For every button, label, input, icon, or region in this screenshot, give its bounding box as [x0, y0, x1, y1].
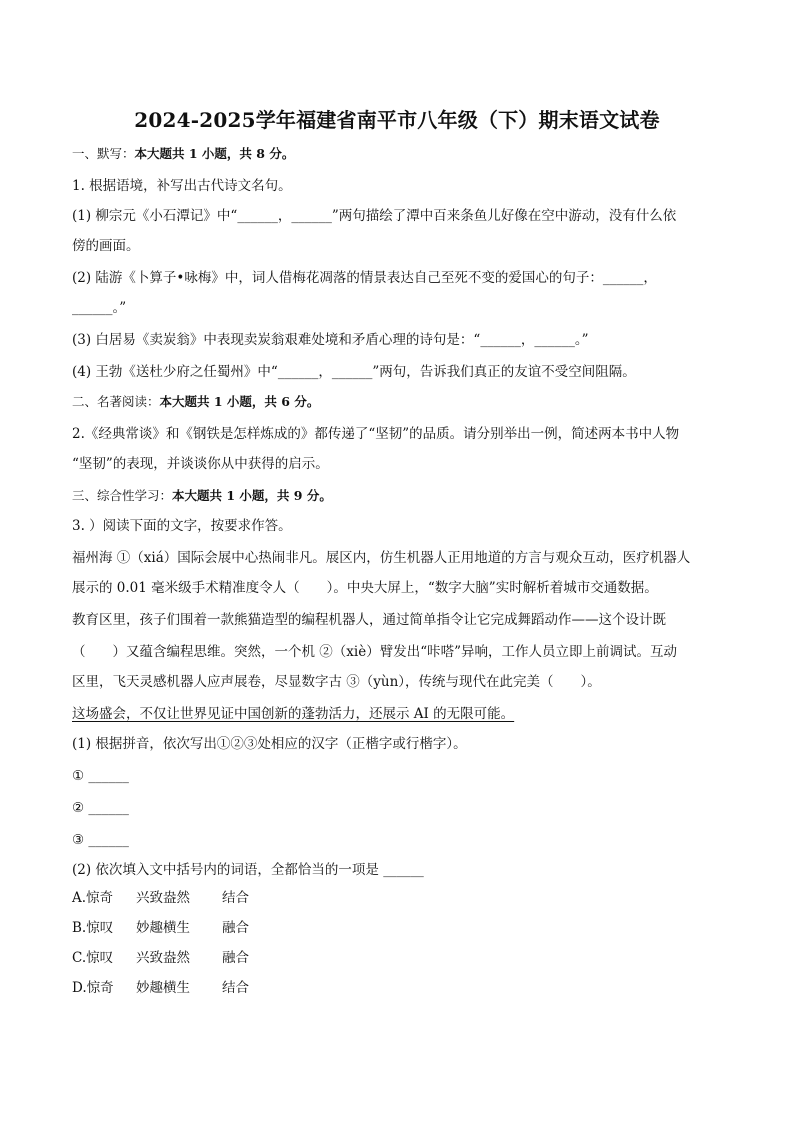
option-b-word1: 妙趣横生: [136, 920, 190, 936]
option-b-word2: 融合: [222, 920, 249, 936]
section-2-label: 二、名著阅读：: [72, 394, 160, 409]
option-d-word2: 结合: [222, 980, 249, 996]
q3-blank-2: ② ______: [72, 800, 129, 816]
q3-stem: 3. ）阅读下面的文字，按要求作答。: [72, 518, 292, 534]
option-a-key: A.惊奇: [72, 890, 114, 906]
option-b-key: B.惊叹: [72, 920, 114, 936]
q3-text-line1: 福州海 ①（xiá）国际会展中心热闹非凡。展区内，仿生机器人正用地道的方言与观众互动，医疗机器人: [72, 550, 691, 566]
q3-blank-3: ③ ______: [72, 832, 129, 848]
q2-line2: “坚韧”的表现，并谈谈你从中获得的启示。: [72, 456, 329, 472]
option-a: [72, 888, 249, 908]
q1-part4: (4) 王勃《送杜少府之任蜀州》中“______，______”两句，告诉我们真正的友谊不受空间阻隔。: [72, 364, 636, 380]
q1-part1-line2: 傍的画面。: [72, 238, 140, 254]
q1-part1-line1: (1) 柳宗元《小石潭记》中“______，______”两句描绘了潭中百来条鱼儿好像在空中游动，没有什么依: [72, 208, 677, 224]
q1-part2-line2: ______。”: [72, 300, 127, 316]
section-3-info: 本大题共 1 小题，共 9 分。: [172, 488, 332, 503]
section-1-label: 一、默写：: [72, 146, 135, 161]
option-c-word2: 融合: [222, 950, 249, 966]
option-d: [72, 978, 249, 998]
q2-line1: 2.《经典常谈》和《钢铁是怎样炼成的》都传递了“坚韧”的品质。请分别举出一例，简述两本书中人物: [72, 426, 680, 442]
q1-stem: 1. 根据语境，补写出古代诗文名句。: [72, 178, 292, 194]
section-1-heading: [72, 144, 294, 164]
option-d-key: D.惊奇: [72, 980, 114, 996]
option-a-word1: 兴致盎然: [136, 890, 190, 906]
q3-blank-1: ① ______: [72, 768, 129, 784]
option-b: [72, 918, 249, 938]
q3-text-line4: （ ）又蕴含编程思维。突然，一个机 ②（xiè）臂发出“咔嗒”异响，工作人员立即上前调试。互动: [72, 644, 678, 660]
option-d-word1: 妙趣横生: [136, 980, 190, 996]
section-3-label: 三、综合性学习：: [72, 488, 173, 503]
section-2-info: 本大题共 1 小题，共 6 分。: [159, 394, 320, 409]
q3-sub2: (2) 依次填入文中括号内的词语，全都恰当的一项是 ______: [72, 862, 424, 878]
q3-sub1: (1) 根据拼音，依次写出①②③处相应的汉字（正楷字或行楷字）。: [72, 736, 467, 752]
q1-part3: (3) 白居易《卖炭翁》中表现卖炭翁艰难处境和矛盾心理的诗句是：“______，______。”: [72, 332, 589, 348]
q1-part2-line1: (2) 陆游《卜算子•咏梅》中，词人借梅花凋落的情景表达自己至死不变的爱国心的句子：______，: [72, 270, 657, 286]
option-a-word2: 结合: [222, 890, 249, 906]
section-3-heading: [72, 486, 332, 506]
option-c: [72, 948, 249, 968]
exam-title: 2024-2025学年福建省南平市八年级（下）期末语文试卷: [134, 108, 660, 132]
q3-text-line6: 这场盛会，不仅让世界见证中国创新的蓬勃活力，还展示 AI 的无限可能。: [72, 706, 515, 722]
q3-text-line2: 展示的 0.01 毫米级手术精准度令人（ ）。中央大屏上，“数字大脑”实时解析着城市交通数据。: [72, 580, 658, 596]
option-c-key: C.惊叹: [72, 950, 114, 966]
section-1-info: 本大题共 1 小题，共 8 分。: [134, 146, 295, 161]
option-c-word1: 兴致盎然: [136, 950, 190, 966]
q3-text-line5: 区里，飞天灵感机器人应声展卷，尽显数字古 ③（yùn），传统与现代在此完美（ ）。: [72, 674, 601, 690]
q3-text-line3: 教育区里，孩子们围着一款熊猫造型的编程机器人，通过简单指令让它完成舞蹈动作——这个设计既: [72, 612, 666, 628]
section-2-heading: [72, 392, 319, 412]
